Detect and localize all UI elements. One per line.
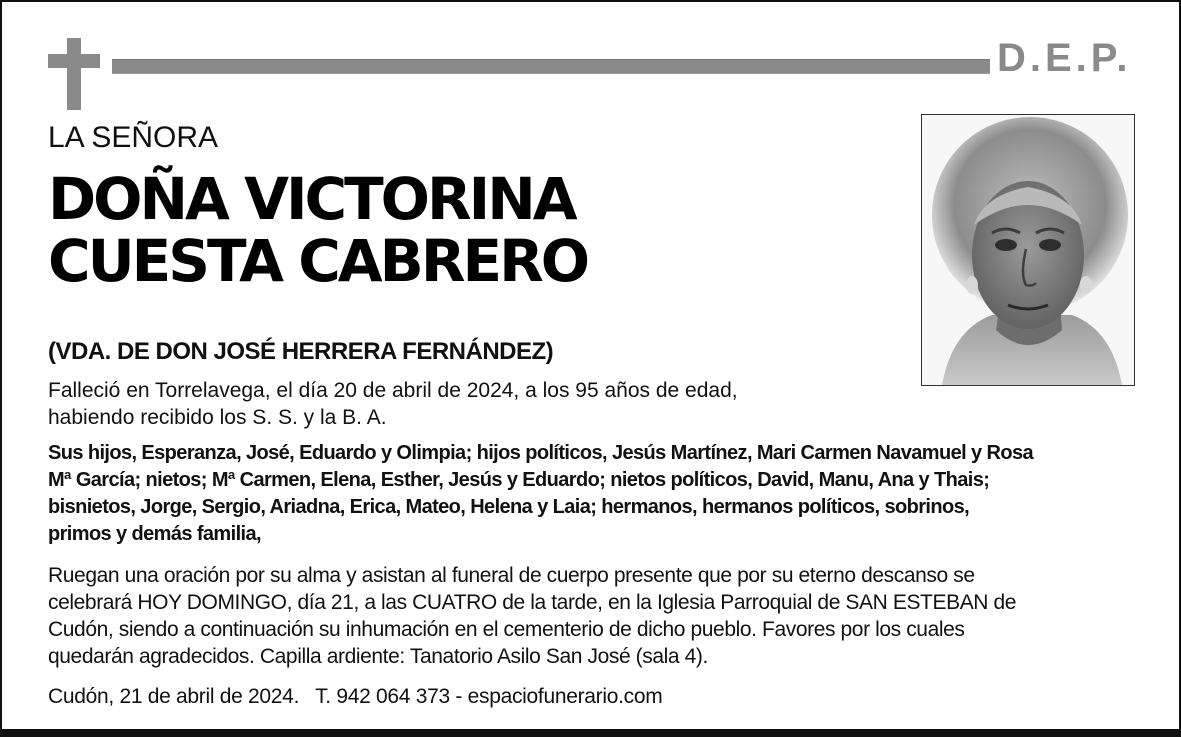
funeral-line: quedarán agradecidos. Capilla ardiente: Tanatorio Asilo San José (sala 4). <box>48 645 708 668</box>
contact-info: T. 942 064 373 - espaciofunerario.com <box>315 685 663 708</box>
death-details-line: Falleció en Torrelavega, el día 20 de abril de 2024, a los 95 años de edad, <box>48 379 738 402</box>
dep-label: D.E.P. <box>997 36 1132 80</box>
honorific: LA SEÑORA <box>48 121 219 154</box>
family-line: Sus hijos, Esperanza, José, Eduardo y Olimpia; hijos políticos, Jesús Martínez, Mari Carmen Navamuel y Rosa <box>48 442 1034 464</box>
widow-of: (VDA. DE DON JOSÉ HERRERA FERNÁNDEZ) <box>48 338 554 365</box>
funeral-line: Cudón, siendo a continuación su inhumación en el cementerio de dicho pueblo. Favores por los cuales <box>48 618 965 641</box>
family-line: Mª García; nietos; Mª Carmen, Elena, Esther, Jesús y Eduardo; nietos políticos, David, Manu, Ana y Thais; <box>48 469 990 491</box>
header-rule <box>112 59 990 74</box>
deceased-name-line-2: CUESTA CABRERO <box>48 227 588 295</box>
deceased-name-line-1: DOÑA VICTORINA <box>48 165 575 233</box>
footer <box>48 683 662 711</box>
portrait-illustration <box>922 115 1134 385</box>
deceased-name <box>48 165 588 295</box>
death-details <box>48 377 808 431</box>
family-line: bisnietos, Jorge, Sergio, Ariadna, Erica, Mateo, Helena y Laia; hermanos, hermanos políticos, sobrinos, <box>48 496 970 518</box>
funeral-line: celebrará HOY DOMINGO, día 21, a las CUATRO de la tarde, en la Iglesia Parroquial de SAN ESTEBAN de <box>48 591 1017 614</box>
funeral-line: Ruegan una oración por su alma y asistan al funeral de cuerpo presente que por su eterno descanso se <box>48 564 975 587</box>
family-members <box>48 440 1128 548</box>
funeral-details <box>48 562 1138 670</box>
place-date: Cudón, 21 de abril de 2024. <box>48 685 300 708</box>
portrait-photo <box>921 114 1135 386</box>
cross-icon <box>48 38 100 110</box>
death-details-line: habiendo recibido los S. S. y la B. A. <box>48 406 387 429</box>
family-line: primos y demás familia, <box>48 523 261 545</box>
